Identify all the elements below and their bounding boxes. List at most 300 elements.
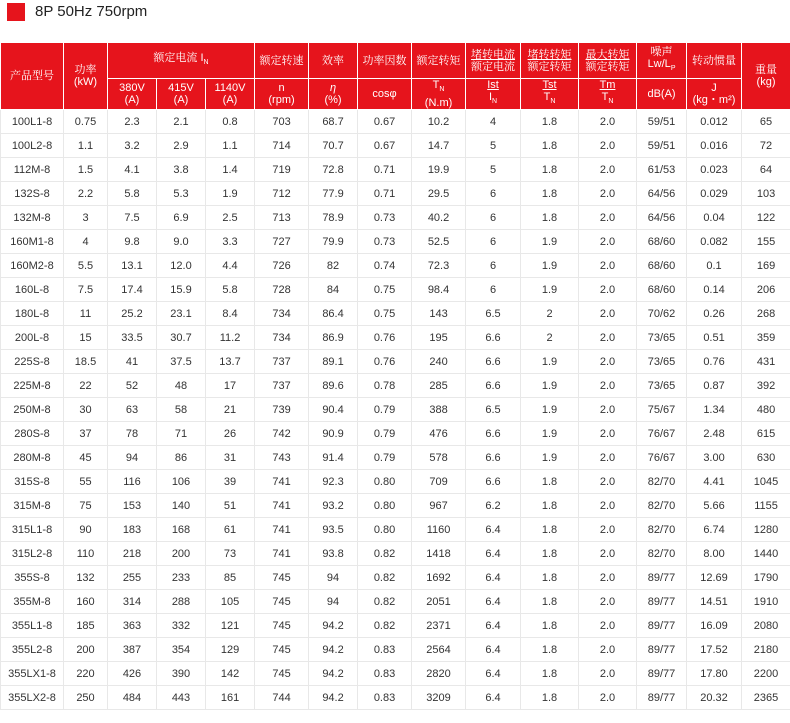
table-cell: 2.0 bbox=[579, 566, 637, 590]
table-cell: 615 bbox=[742, 422, 790, 446]
model-cell: 280S-8 bbox=[1, 422, 64, 446]
table-cell: 2.1 bbox=[157, 110, 206, 134]
table-cell: 40.2 bbox=[412, 206, 466, 230]
table-cell: 1.9 bbox=[521, 422, 579, 446]
table-cell: 98.4 bbox=[412, 278, 466, 302]
table-cell: 1.9 bbox=[521, 278, 579, 302]
model-cell: 160M1-8 bbox=[1, 230, 64, 254]
table-cell: 0.71 bbox=[358, 158, 412, 182]
table-cell: 2365 bbox=[742, 686, 790, 710]
table-cell: 713 bbox=[255, 206, 309, 230]
table-cell: 93.5 bbox=[309, 518, 358, 542]
header-noise-unit: dB(A) bbox=[637, 79, 687, 110]
table-cell: 0.78 bbox=[358, 374, 412, 398]
table-cell: 0.82 bbox=[358, 542, 412, 566]
table-cell: 185 bbox=[64, 614, 108, 638]
table-row bbox=[1, 182, 790, 206]
table-cell: 0.79 bbox=[358, 446, 412, 470]
table-cell: 76/67 bbox=[637, 446, 687, 470]
table-cell: 1790 bbox=[742, 566, 790, 590]
table-row bbox=[1, 566, 790, 590]
table-cell: 285 bbox=[412, 374, 466, 398]
table-cell: 21 bbox=[206, 398, 255, 422]
table-cell: 734 bbox=[255, 302, 309, 326]
table-cell: 3 bbox=[64, 206, 108, 230]
table-cell: 728 bbox=[255, 278, 309, 302]
header-speed-unit: n (rpm) bbox=[255, 79, 309, 110]
table-header bbox=[1, 43, 790, 110]
table-cell: 51 bbox=[206, 494, 255, 518]
table-cell: 1155 bbox=[742, 494, 790, 518]
table-row bbox=[1, 446, 790, 470]
table-cell: 143 bbox=[412, 302, 466, 326]
table-cell: 73 bbox=[206, 542, 255, 566]
table-row bbox=[1, 374, 790, 398]
table-cell: 6.6 bbox=[466, 326, 521, 350]
table-cell: 132 bbox=[64, 566, 108, 590]
table-cell: 86 bbox=[157, 446, 206, 470]
table-cell: 2.0 bbox=[579, 422, 637, 446]
table-cell: 2.3 bbox=[108, 110, 157, 134]
table-cell: 0.04 bbox=[687, 206, 742, 230]
table-cell: 37.5 bbox=[157, 350, 206, 374]
table-cell: 0.67 bbox=[358, 110, 412, 134]
header-weight: 重量 (kg) bbox=[742, 43, 790, 110]
model-cell: 180L-8 bbox=[1, 302, 64, 326]
table-cell: 65 bbox=[742, 110, 790, 134]
table-cell: 89/77 bbox=[637, 686, 687, 710]
table-cell: 741 bbox=[255, 470, 309, 494]
table-cell: 5 bbox=[466, 158, 521, 182]
table-cell: 13.7 bbox=[206, 350, 255, 374]
table-cell: 314 bbox=[108, 590, 157, 614]
table-cell: 2 bbox=[521, 326, 579, 350]
table-cell: 6.4 bbox=[466, 614, 521, 638]
table-cell: 89/77 bbox=[637, 614, 687, 638]
table-cell: 6.4 bbox=[466, 638, 521, 662]
table-cell: 6 bbox=[466, 254, 521, 278]
table-cell: 5 bbox=[466, 134, 521, 158]
table-cell: 0.023 bbox=[687, 158, 742, 182]
table-cell: 33.5 bbox=[108, 326, 157, 350]
table-cell: 1160 bbox=[412, 518, 466, 542]
table-cell: 2 bbox=[521, 302, 579, 326]
table-cell: 0.73 bbox=[358, 230, 412, 254]
table-cell: 2.0 bbox=[579, 326, 637, 350]
model-cell: 315M-8 bbox=[1, 494, 64, 518]
table-cell: 18.5 bbox=[64, 350, 108, 374]
header-max-torque: 最大转矩 额定转矩 bbox=[579, 43, 637, 79]
table-cell: 94.2 bbox=[309, 638, 358, 662]
table-cell: 1.8 bbox=[521, 182, 579, 206]
table-cell: 967 bbox=[412, 494, 466, 518]
table-cell: 739 bbox=[255, 398, 309, 422]
table-cell: 86.9 bbox=[309, 326, 358, 350]
header-pf-unit: cosφ bbox=[358, 79, 412, 110]
table-cell: 72.8 bbox=[309, 158, 358, 182]
table-cell: 1.8 bbox=[521, 566, 579, 590]
table-cell: 2.0 bbox=[579, 470, 637, 494]
table-cell: 31 bbox=[206, 446, 255, 470]
table-cell: 200 bbox=[157, 542, 206, 566]
table-cell: 1.9 bbox=[521, 350, 579, 374]
table-cell: 0.51 bbox=[687, 326, 742, 350]
table-cell: 92.3 bbox=[309, 470, 358, 494]
table-cell: 703 bbox=[255, 110, 309, 134]
model-cell: 355L1-8 bbox=[1, 614, 64, 638]
table-cell: 6 bbox=[466, 206, 521, 230]
table-cell: 0.79 bbox=[358, 398, 412, 422]
table-cell: 3.3 bbox=[206, 230, 255, 254]
table-cell: 745 bbox=[255, 638, 309, 662]
table-cell: 5.66 bbox=[687, 494, 742, 518]
table-cell: 12.69 bbox=[687, 566, 742, 590]
table-cell: 2.0 bbox=[579, 614, 637, 638]
model-cell: 100L2-8 bbox=[1, 134, 64, 158]
table-cell: 0.82 bbox=[358, 614, 412, 638]
table-cell: 6.4 bbox=[466, 518, 521, 542]
table-cell: 0.79 bbox=[358, 422, 412, 446]
table-cell: 1.4 bbox=[206, 158, 255, 182]
model-cell: 315L1-8 bbox=[1, 518, 64, 542]
table-cell: 726 bbox=[255, 254, 309, 278]
table-cell: 250 bbox=[64, 686, 108, 710]
header-380v: 380V (A) bbox=[108, 79, 157, 110]
table-cell: 714 bbox=[255, 134, 309, 158]
table-cell: 89/77 bbox=[637, 590, 687, 614]
table-row bbox=[1, 422, 790, 446]
table-cell: 161 bbox=[206, 686, 255, 710]
table-cell: 0.14 bbox=[687, 278, 742, 302]
table-cell: 1.8 bbox=[521, 542, 579, 566]
table-cell: 169 bbox=[742, 254, 790, 278]
table-cell: 2080 bbox=[742, 614, 790, 638]
table-cell: 1.8 bbox=[521, 134, 579, 158]
table-cell: 2.0 bbox=[579, 662, 637, 686]
table-cell: 288 bbox=[157, 590, 206, 614]
table-cell: 0.016 bbox=[687, 134, 742, 158]
model-cell: 200L-8 bbox=[1, 326, 64, 350]
table-cell: 6.6 bbox=[466, 422, 521, 446]
model-cell: 280M-8 bbox=[1, 446, 64, 470]
table-cell: 1.8 bbox=[521, 638, 579, 662]
table-cell: 79.9 bbox=[309, 230, 358, 254]
table-cell: 727 bbox=[255, 230, 309, 254]
table-cell: 75/67 bbox=[637, 398, 687, 422]
table-cell: 77.9 bbox=[309, 182, 358, 206]
table-cell: 76/67 bbox=[637, 422, 687, 446]
model-cell: 225M-8 bbox=[1, 374, 64, 398]
table-row bbox=[1, 230, 790, 254]
table-cell: 0.80 bbox=[358, 470, 412, 494]
table-cell: 443 bbox=[157, 686, 206, 710]
table-cell: 2.0 bbox=[579, 182, 637, 206]
model-cell: 355LX2-8 bbox=[1, 686, 64, 710]
table-cell: 17 bbox=[206, 374, 255, 398]
table-cell: 6.5 bbox=[466, 398, 521, 422]
table-cell: 0.76 bbox=[358, 350, 412, 374]
table-cell: 220 bbox=[64, 662, 108, 686]
table-cell: 90.4 bbox=[309, 398, 358, 422]
header-tst-ratio: Tst $T_N$ bbox=[521, 79, 579, 110]
motor-spec-table bbox=[0, 42, 790, 710]
table-cell: 0.76 bbox=[687, 350, 742, 374]
header-ist-ratio: Ist $I_N$ bbox=[466, 79, 521, 110]
table-cell: 0.80 bbox=[358, 494, 412, 518]
table-cell: 12.0 bbox=[157, 254, 206, 278]
header-inertia: 转动惯量 bbox=[687, 43, 742, 79]
table-cell: 8.4 bbox=[206, 302, 255, 326]
model-cell: 315L2-8 bbox=[1, 542, 64, 566]
table-cell: 712 bbox=[255, 182, 309, 206]
table-cell: 116 bbox=[108, 470, 157, 494]
model-cell: 355LX1-8 bbox=[1, 662, 64, 686]
table-cell: 2.0 bbox=[579, 374, 637, 398]
table-cell: 1.9 bbox=[521, 230, 579, 254]
header-inertia-unit: J (kg・m²) bbox=[687, 79, 742, 110]
table-cell: 6.2 bbox=[466, 494, 521, 518]
table-cell: 1.8 bbox=[521, 590, 579, 614]
table-cell: 39 bbox=[206, 470, 255, 494]
table-cell: 121 bbox=[206, 614, 255, 638]
table-cell: 2.0 bbox=[579, 446, 637, 470]
table-cell: 30 bbox=[64, 398, 108, 422]
table-cell: 2.0 bbox=[579, 134, 637, 158]
table-cell: 6 bbox=[466, 182, 521, 206]
table-row bbox=[1, 542, 790, 566]
table-cell: 52.5 bbox=[412, 230, 466, 254]
table-cell: 7.5 bbox=[64, 278, 108, 302]
table-cell: 6.4 bbox=[466, 566, 521, 590]
table-cell: 59/51 bbox=[637, 134, 687, 158]
table-cell: 89/77 bbox=[637, 662, 687, 686]
table-row bbox=[1, 686, 790, 710]
table-cell: 737 bbox=[255, 374, 309, 398]
table-cell: 90.9 bbox=[309, 422, 358, 446]
table-cell: 745 bbox=[255, 590, 309, 614]
table-cell: 3.2 bbox=[108, 134, 157, 158]
table-cell: 431 bbox=[742, 350, 790, 374]
table-cell: 73/65 bbox=[637, 350, 687, 374]
table-cell: 1.8 bbox=[521, 662, 579, 686]
header-415v: 415V (A) bbox=[157, 79, 206, 110]
table-cell: 89.1 bbox=[309, 350, 358, 374]
table-cell: 426 bbox=[108, 662, 157, 686]
table-cell: 741 bbox=[255, 494, 309, 518]
table-row bbox=[1, 614, 790, 638]
table-cell: 89.6 bbox=[309, 374, 358, 398]
table-cell: 1692 bbox=[412, 566, 466, 590]
table-row bbox=[1, 470, 790, 494]
table-cell: 2.0 bbox=[579, 110, 637, 134]
table-cell: 1280 bbox=[742, 518, 790, 542]
table-cell: 388 bbox=[412, 398, 466, 422]
table-cell: 52 bbox=[108, 374, 157, 398]
model-cell: 160L-8 bbox=[1, 278, 64, 302]
table-cell: 0.80 bbox=[358, 518, 412, 542]
table-cell: 64/56 bbox=[637, 182, 687, 206]
section-marker bbox=[7, 3, 25, 21]
table-cell: 1.9 bbox=[521, 446, 579, 470]
table-cell: 5.8 bbox=[206, 278, 255, 302]
table-cell: 78 bbox=[108, 422, 157, 446]
table-cell: 68/60 bbox=[637, 278, 687, 302]
table-cell: 55 bbox=[64, 470, 108, 494]
table-cell: 2200 bbox=[742, 662, 790, 686]
table-cell: 1045 bbox=[742, 470, 790, 494]
table-cell: 94.2 bbox=[309, 614, 358, 638]
table-cell: 240 bbox=[412, 350, 466, 374]
table-cell: 64/56 bbox=[637, 206, 687, 230]
table-cell: 59/51 bbox=[637, 110, 687, 134]
table-cell: 2.9 bbox=[157, 134, 206, 158]
table-cell: 2564 bbox=[412, 638, 466, 662]
model-cell: 132M-8 bbox=[1, 206, 64, 230]
table-cell: 160 bbox=[64, 590, 108, 614]
table-cell: 9.8 bbox=[108, 230, 157, 254]
table-cell: 4.1 bbox=[108, 158, 157, 182]
table-cell: 745 bbox=[255, 662, 309, 686]
table-cell: 94 bbox=[309, 566, 358, 590]
table-cell: 14.51 bbox=[687, 590, 742, 614]
table-cell: 4.4 bbox=[206, 254, 255, 278]
table-cell: 6.4 bbox=[466, 686, 521, 710]
table-cell: 2.0 bbox=[579, 494, 637, 518]
table-cell: 1.8 bbox=[521, 110, 579, 134]
table-cell: 19.9 bbox=[412, 158, 466, 182]
model-cell: 225S-8 bbox=[1, 350, 64, 374]
table-cell: 3209 bbox=[412, 686, 466, 710]
section-header bbox=[0, 0, 790, 26]
table-cell: 2.0 bbox=[579, 638, 637, 662]
table-cell: 206 bbox=[742, 278, 790, 302]
table-cell: 2371 bbox=[412, 614, 466, 638]
table-cell: 64 bbox=[742, 158, 790, 182]
table-cell: 41 bbox=[108, 350, 157, 374]
table-row bbox=[1, 302, 790, 326]
model-cell: 355L2-8 bbox=[1, 638, 64, 662]
table-cell: 20.32 bbox=[687, 686, 742, 710]
header-noise: 噪声 $Lw/L_P$ bbox=[637, 43, 687, 79]
table-cell: 25.2 bbox=[108, 302, 157, 326]
table-cell: 183 bbox=[108, 518, 157, 542]
table-cell: 11.2 bbox=[206, 326, 255, 350]
table-cell: 741 bbox=[255, 542, 309, 566]
table-cell: 0.26 bbox=[687, 302, 742, 326]
table-cell: 630 bbox=[742, 446, 790, 470]
table-cell: 26 bbox=[206, 422, 255, 446]
table-cell: 1418 bbox=[412, 542, 466, 566]
table-row bbox=[1, 638, 790, 662]
table-cell: 1440 bbox=[742, 542, 790, 566]
header-locked-torque: 堵转转矩 额定转矩 bbox=[521, 43, 579, 79]
table-cell: 155 bbox=[742, 230, 790, 254]
table-cell: 45 bbox=[64, 446, 108, 470]
model-cell: 355M-8 bbox=[1, 590, 64, 614]
table-cell: 195 bbox=[412, 326, 466, 350]
table-cell: 1.8 bbox=[521, 206, 579, 230]
table-cell: 6 bbox=[466, 278, 521, 302]
table-row bbox=[1, 206, 790, 230]
table-cell: 2.0 bbox=[579, 350, 637, 374]
table-cell: 743 bbox=[255, 446, 309, 470]
table-cell: 103 bbox=[742, 182, 790, 206]
table-cell: 1.8 bbox=[521, 470, 579, 494]
table-cell: 13.1 bbox=[108, 254, 157, 278]
table-cell: 68/60 bbox=[637, 254, 687, 278]
table-cell: 2.0 bbox=[579, 590, 637, 614]
table-cell: 745 bbox=[255, 614, 309, 638]
table-cell: 2051 bbox=[412, 590, 466, 614]
table-row bbox=[1, 326, 790, 350]
table-cell: 15.9 bbox=[157, 278, 206, 302]
table-cell: 85 bbox=[206, 566, 255, 590]
table-cell: 16.09 bbox=[687, 614, 742, 638]
header-eff-unit: η (%) bbox=[309, 79, 358, 110]
table-cell: 6.6 bbox=[466, 350, 521, 374]
table-cell: 363 bbox=[108, 614, 157, 638]
header-rated-current: 额定电流 $I_N$ bbox=[108, 43, 255, 79]
table-cell: 22 bbox=[64, 374, 108, 398]
model-cell: 250M-8 bbox=[1, 398, 64, 422]
table-cell: 0.73 bbox=[358, 206, 412, 230]
table-cell: 392 bbox=[742, 374, 790, 398]
header-1140v: 1140V (A) bbox=[206, 79, 255, 110]
table-cell: 3.00 bbox=[687, 446, 742, 470]
table-cell: 218 bbox=[108, 542, 157, 566]
table-body bbox=[1, 110, 790, 710]
table-cell: 1910 bbox=[742, 590, 790, 614]
table-cell: 82/70 bbox=[637, 494, 687, 518]
table-cell: 6.6 bbox=[466, 470, 521, 494]
table-cell: 142 bbox=[206, 662, 255, 686]
table-cell: 0.1 bbox=[687, 254, 742, 278]
table-cell: 1.1 bbox=[64, 134, 108, 158]
header-power: 功率 (kW) bbox=[64, 43, 108, 110]
table-cell: 744 bbox=[255, 686, 309, 710]
table-cell: 2.0 bbox=[579, 686, 637, 710]
table-row bbox=[1, 518, 790, 542]
header-model: 产品型号 bbox=[1, 43, 64, 110]
table-cell: 61 bbox=[206, 518, 255, 542]
table-cell: 63 bbox=[108, 398, 157, 422]
table-cell: 6.4 bbox=[466, 662, 521, 686]
table-cell: 332 bbox=[157, 614, 206, 638]
table-cell: 140 bbox=[157, 494, 206, 518]
table-cell: 354 bbox=[157, 638, 206, 662]
table-cell: 17.52 bbox=[687, 638, 742, 662]
table-cell: 5.8 bbox=[108, 182, 157, 206]
header-speed: 额定转速 bbox=[255, 43, 309, 79]
table-cell: 745 bbox=[255, 566, 309, 590]
table-cell: 6.5 bbox=[466, 302, 521, 326]
table-cell: 1.34 bbox=[687, 398, 742, 422]
table-cell: 122 bbox=[742, 206, 790, 230]
table-cell: 2.0 bbox=[579, 302, 637, 326]
table-cell: 72.3 bbox=[412, 254, 466, 278]
table-cell: 0.75 bbox=[358, 302, 412, 326]
table-cell: 68/60 bbox=[637, 230, 687, 254]
table-row bbox=[1, 494, 790, 518]
table-cell: 1.5 bbox=[64, 158, 108, 182]
table-cell: 2.0 bbox=[579, 158, 637, 182]
table-cell: 2.0 bbox=[579, 542, 637, 566]
table-cell: 94 bbox=[309, 590, 358, 614]
table-row bbox=[1, 398, 790, 422]
table-cell: 89/77 bbox=[637, 566, 687, 590]
table-cell: 73/65 bbox=[637, 374, 687, 398]
table-cell: 37 bbox=[64, 422, 108, 446]
